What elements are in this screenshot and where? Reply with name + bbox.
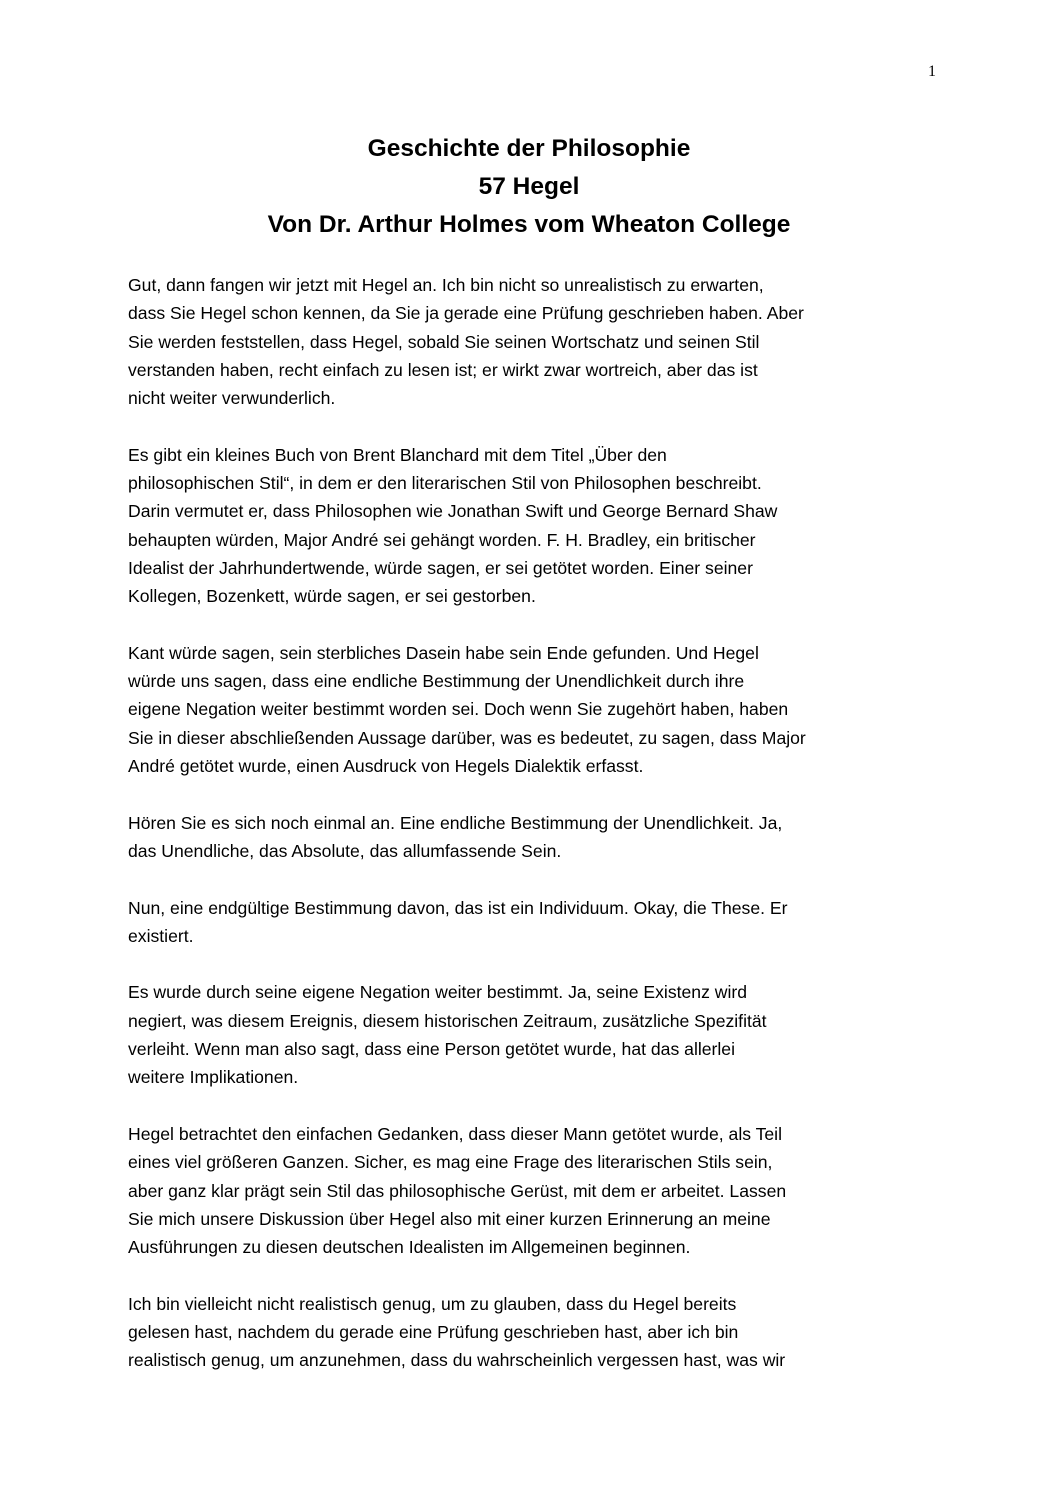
- text-line: existiert.: [128, 925, 194, 946]
- text-line: Hören Sie es sich noch einmal an. Eine endliche Bestimmung der Unendlichkeit. Ja,: [128, 812, 783, 833]
- document-title: [0, 130, 1058, 244]
- text-line: Gut, dann fangen wir jetzt mit Hegel an. Ich bin nicht so unrealistisch zu erwarten,: [128, 275, 764, 295]
- text-line: Sie werden feststellen, dass Hegel, sobald Sie seinen Wortschatz und seinen Stil: [128, 331, 760, 352]
- title-line-course: Geschichte der Philosophie: [367, 135, 691, 162]
- text-line: behaupten würden, Major André sei gehängt worden. F. H. Bradley, ein britischer: [128, 529, 756, 550]
- text-line: eigene Negation weiter bestimmt worden sei. Doch wenn Sie zugehört haben, haben: [128, 699, 789, 720]
- text-line: philosophischen Stil“, in dem er den literarischen Stil von Philosophen beschreibt.: [128, 473, 762, 494]
- text-line: dass Sie Hegel schon kennen, da Sie ja gerade eine Prüfung geschrieben haben. Aber: [128, 303, 804, 324]
- paragraph: [128, 1120, 928, 1261]
- text-line: verstanden haben, recht einfach zu lesen ist; er wirkt zwar wortreich, aber das ist: [128, 359, 758, 380]
- paragraph: [128, 809, 928, 866]
- paragraph: [128, 978, 928, 1091]
- text-line: Kollegen, Bozenkett, würde sagen, er sei gestorben.: [128, 586, 536, 607]
- document-body: [128, 271, 928, 1403]
- text-line: Sie mich unsere Diskussion über Hegel also mit einer kurzen Erinnerung an meine: [128, 1208, 771, 1229]
- paragraph: [128, 639, 928, 780]
- text-line: gelesen hast, nachdem du gerade eine Prüfung geschrieben hast, aber ich bin: [128, 1321, 739, 1342]
- title-line-author: Von Dr. Arthur Holmes vom Wheaton College: [267, 211, 791, 238]
- page-number: 1: [928, 63, 936, 80]
- paragraph: [128, 1290, 928, 1375]
- text-line: das Unendliche, das Absolute, das allumfassende Sein.: [128, 840, 562, 861]
- title-line-lecture: 57 Hegel: [478, 173, 580, 200]
- text-line: Ausführungen zu diesen deutschen Idealisten im Allgemeinen beginnen.: [128, 1237, 691, 1258]
- text-line: Es gibt ein kleines Buch von Brent Blanchard mit dem Titel „Über den: [128, 444, 667, 465]
- text-line: Es wurde durch seine eigene Negation weiter bestimmt. Ja, seine Existenz wird: [128, 982, 748, 1003]
- text-line: realistisch genug, um anzunehmen, dass du wahrscheinlich vergessen hast, was wir: [128, 1350, 786, 1371]
- text-line: André getötet wurde, einen Ausdruck von Hegels Dialektik erfasst.: [128, 756, 644, 777]
- text-line: nicht weiter verwunderlich.: [128, 388, 336, 409]
- text-line: Darin vermutet er, dass Philosophen wie Jonathan Swift und George Bernard Shaw: [128, 501, 778, 522]
- text-line: negiert, was diesem Ereignis, diesem historischen Zeitraum, zusätzliche Spezifität: [128, 1010, 767, 1031]
- text-line: Ich bin vielleicht nicht realistisch genug, um zu glauben, dass du Hegel bereits: [128, 1293, 737, 1314]
- text-line: eines viel größeren Ganzen. Sicher, es mag eine Frage des literarischen Stils sein,: [128, 1152, 773, 1173]
- paragraph: [128, 894, 928, 951]
- text-line: Hegel betrachtet den einfachen Gedanken, dass dieser Mann getötet wurde, als Teil: [128, 1123, 782, 1144]
- text-line: aber ganz klar prägt sein Stil das philosophische Gerüst, mit dem er arbeitet. Lassen: [128, 1180, 787, 1201]
- paragraph: [128, 271, 928, 412]
- text-line: Nun, eine endgültige Bestimmung davon, das ist ein Individuum. Okay, die These. Er: [128, 897, 788, 918]
- paragraph: [128, 441, 928, 611]
- text-line: Kant würde sagen, sein sterbliches Dasein habe sein Ende gefunden. Und Hegel: [128, 642, 759, 663]
- text-line: Sie in dieser abschließenden Aussage darüber, was es bedeutet, zu sagen, dass Major: [128, 727, 806, 748]
- text-line: Idealist der Jahrhundertwende, würde sagen, er sei getötet worden. Einer seiner: [128, 557, 753, 578]
- text-line: würde uns sagen, dass eine endliche Bestimmung der Unendlichkeit durch ihre: [128, 671, 745, 692]
- text-line: weitere Implikationen.: [128, 1067, 299, 1088]
- text-line: verleiht. Wenn man also sagt, dass eine Person getötet wurde, hat das allerlei: [128, 1039, 736, 1060]
